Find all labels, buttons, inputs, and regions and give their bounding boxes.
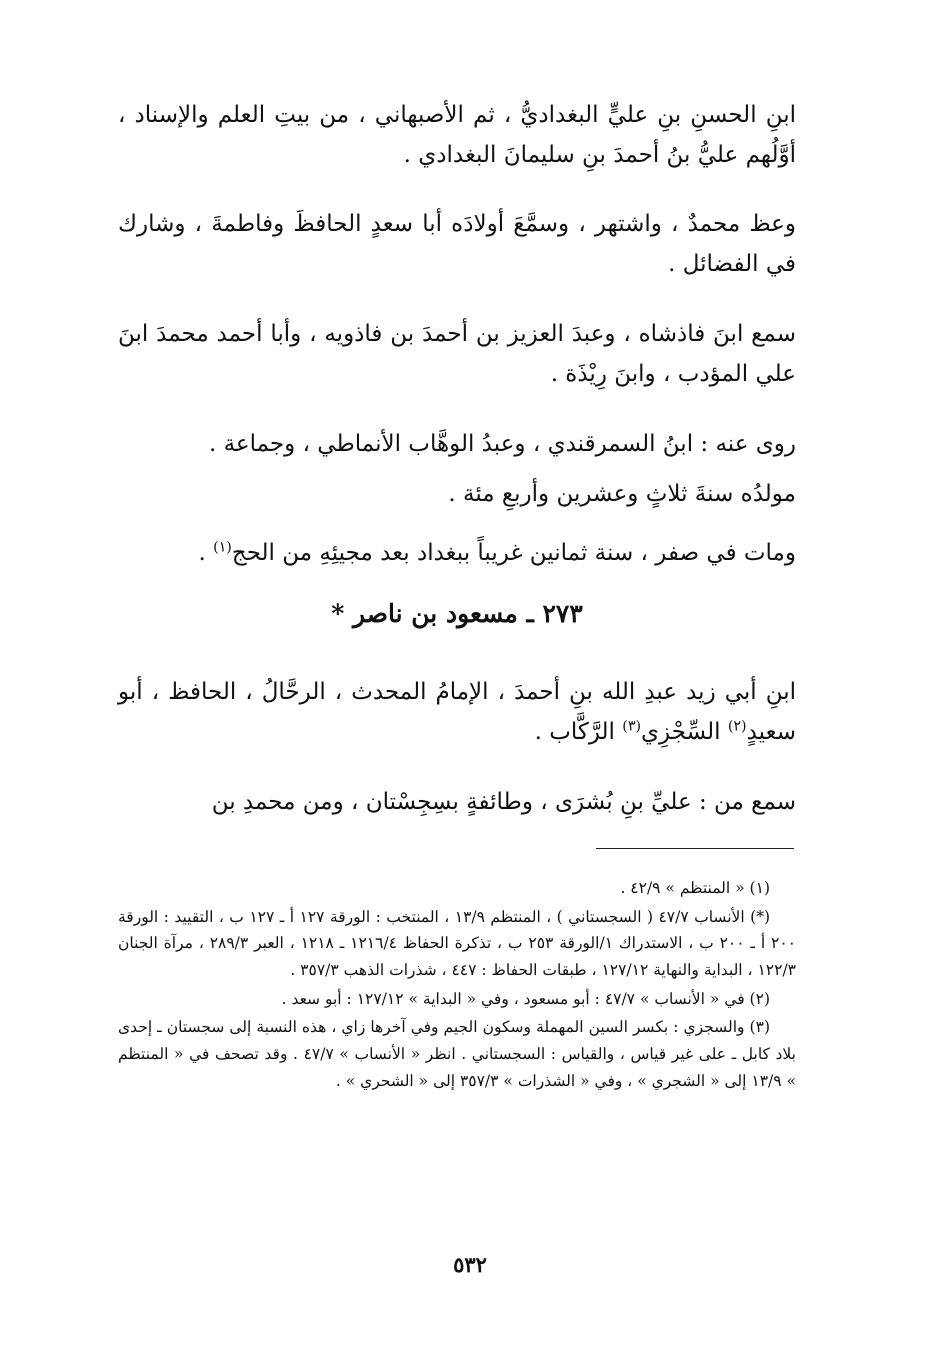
- body-paragraph-4: روى عنه : ابنُ السمرقندي ، وعبدُ الوهَّاب الأنماطي ، وجماعة .: [208, 431, 796, 457]
- footnote-star: (*) الأنساب ٤٧/٧ ( السجستاني ) ، المنتظم ١٣/٩ ، المنتخب : الورقة ١٢٧ أ ـ ١٢٧ ب ، التقييد : الورقة ٢٠٠ أ ـ ٢٠٠ ب ، الاستدراك ١/الورقة ٢٥٣ ب ، تذكرة الحفاظ ١٢١٦/٤ ـ ١٢١٨ ، العبر ٢٨٩/٣ ، مرآة الجنان ١٢٢/٣ ، البداية والنهاية ١٢٧/١٢ ، طبقات الحفاظ : ٤٤٧ ، شذرات الذهب ٣٥٧/٣ .: [118, 907, 796, 979]
- body-paragraph-8: سمع من : عليِّ بنِ بُشرَى ، وطائفةٍ بسِجِسْتان ، ومن محمدِ بن: [211, 789, 796, 815]
- body-paragraph-7-a: ابنِ أبي زيد عبدِ الله بنِ أحمدَ ، الإمامُ المحدث ، الرحَّالُ ، الحافظ ، أبو سعيدٍ: [118, 679, 796, 746]
- entry-heading: [118, 596, 796, 631]
- footnote-ref-3: (٣): [622, 718, 642, 735]
- body-paragraph-6-text: ومات في صفر ، سنة ثمانين غريباً ببغداد بعد مجيئِهِ من الحج: [231, 540, 796, 566]
- body-paragraph-7-b: السِّجْزِي: [641, 719, 728, 746]
- footnote-2: (٢) في « الأنساب » ٤٧/٧ : أبو مسعود ، وفي « البداية » ١٢٧/١٢ : أبو سعد .: [281, 989, 770, 1008]
- body-paragraph-7-c: الرَّكَّاب .: [534, 719, 623, 746]
- entry-heading-text: ٢٧٣ ـ مسعود بن ناصر *: [331, 599, 583, 628]
- footnote-ref-1: (١): [213, 539, 232, 556]
- page-number: ٥٣٢: [453, 1252, 487, 1277]
- body-paragraph-3: سمع ابنَ فاذشاه ، وعبدَ العزيز بن أحمدَ بن فاذويه ، وأبا أحمد محمدَ ابنَ علي المؤدب ، وابنَ رِيْذَة .: [118, 321, 796, 388]
- footnote-1: (١) « المنتظم » ٤٢/٩ .: [620, 879, 770, 897]
- footnotes: [118, 875, 796, 1096]
- body-paragraph-1: ابنِ الحسنِ بنِ عليٍّ البغداديُّ ، ثم الأصبهاني ، من بيتِ العلم والإسناد ، أوَّلُهم عليُّ بنُ أحمدَ بنِ سليمانَ البغدادي .: [118, 102, 796, 169]
- footnote-separator: [596, 848, 794, 849]
- footnote-ref-2: (٢): [727, 718, 747, 735]
- footnote-3: (٣) والسجزي : بكسر السين المهملة وسكون الجيم وفي آخرها زاي ، هذه النسبة إلى سجستان ـ إحدى بلاد كابل ـ على غير قياس ، والقياس : السجستاني . انظر « الأنساب » ٤٧/٧ . وقد تصحف في « المنتظم » ١٣/٩ إلى « الشجري » ، وفي « الشذرات » ٣٥٧/٣ إلى « الشحري » .: [118, 1018, 796, 1090]
- body-paragraph-7: [118, 672, 796, 753]
- body-paragraph-6-end: .: [198, 540, 214, 566]
- body-paragraph-5: مولدُه سنةَ ثلاثٍ وعشرين وأربعِ مئة .: [448, 481, 796, 507]
- body-paragraph-6: [118, 533, 796, 573]
- body-paragraph-2: وعظ محمدٌ ، واشتهر ، وسمَّعَ أولادَه أبا سعدٍ الحافظَ وفاطمةَ ، وشارك في الفضائل .: [118, 211, 796, 278]
